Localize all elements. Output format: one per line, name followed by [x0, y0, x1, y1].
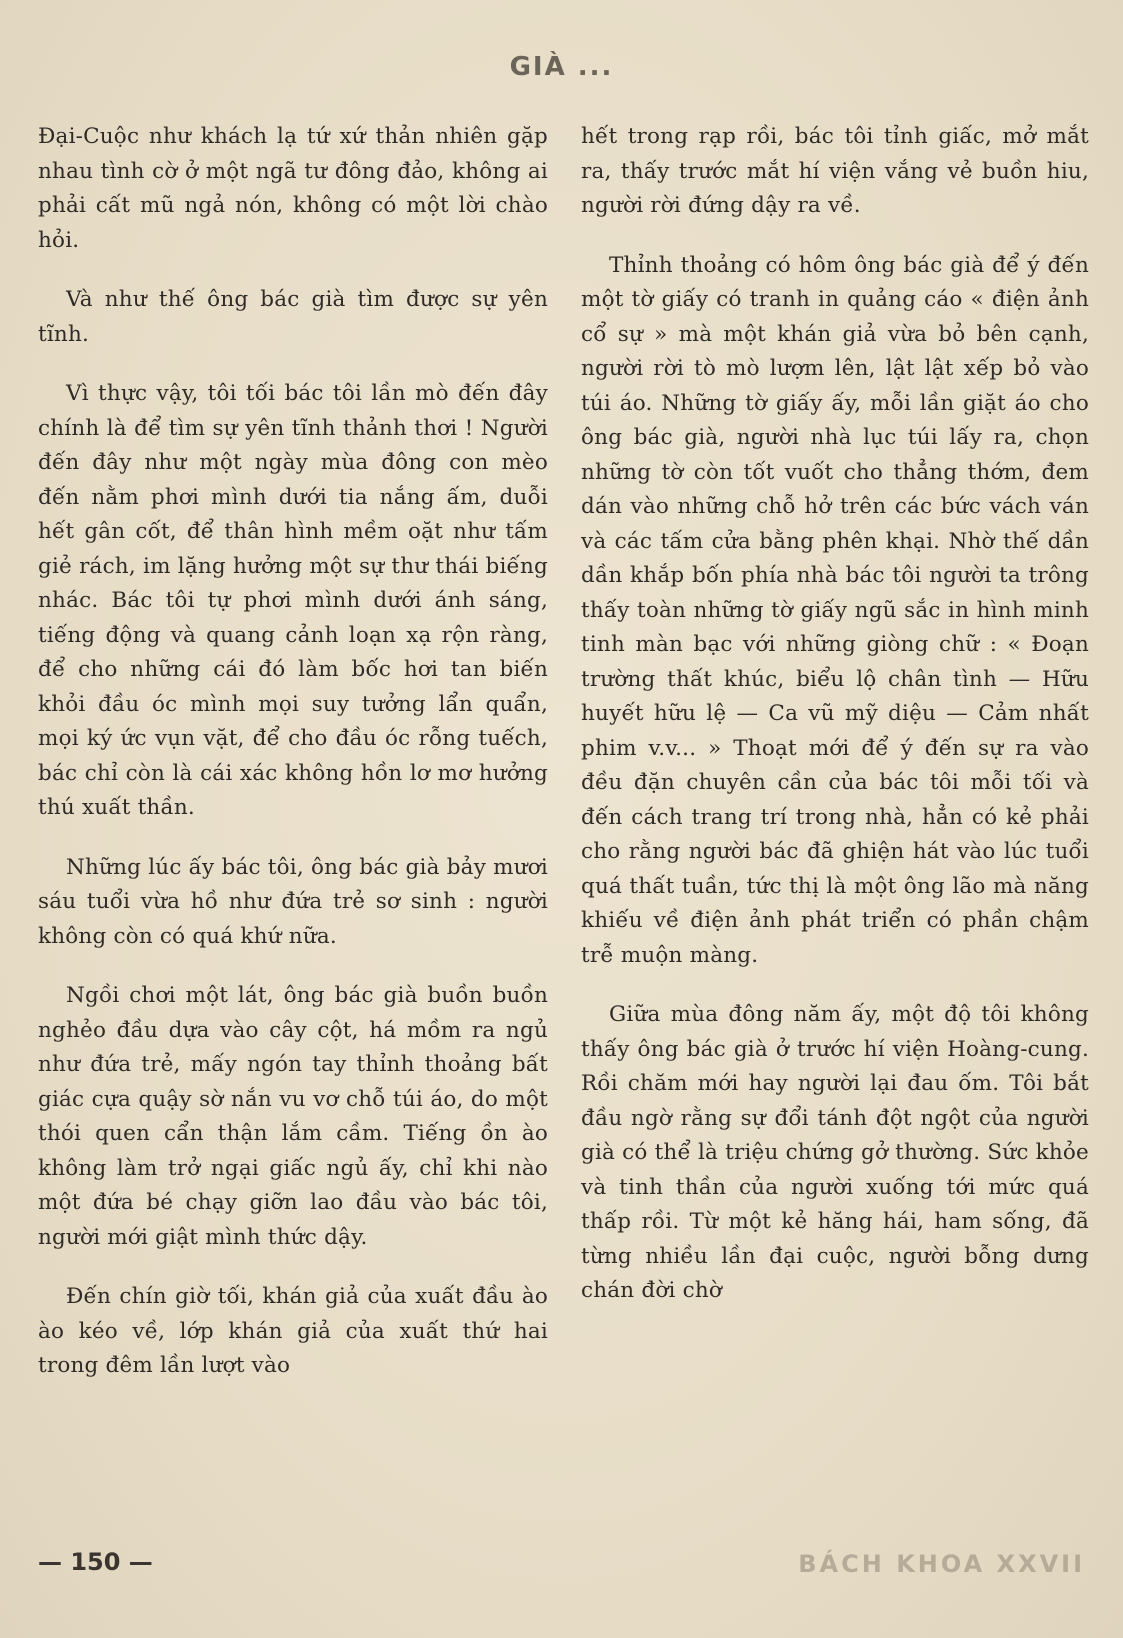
- paragraph: Giữa mùa đông năm ấy, một độ tôi không thấy ông bác già ở trước hí viện Hoàng-cung. Rồi chăm mới hay người lại đau ốm. Tôi bắt đầu ngờ rằng sự đổi tánh đột ngột của người già có thể là triệu chứng gở thường. Sức khỏe và tinh thần của người xuống tới mức quá thấp rồi. Từ một kẻ hăng hái, ham sống, đã từng nhiều lần đại cuộc, người bỗng dưng chán đời chờ: [581, 1002, 1089, 1303]
- paragraph: Những lúc ấy bác tôi, ông bác già bảy mươi sáu tuổi vừa hồ như đứa trẻ sơ sinh : người không còn có quá khứ nữa.: [38, 854, 548, 949]
- paragraph: Ngồi chơi một lát, ông bác già buồn buồn nghẻo đầu dựa vào cây cột, há mồm ra ngủ như đứa trẻ, mấy ngón tay thỉnh thoảng bất giác cựa quậy sờ nắn vu vơ chỗ túi áo, do một thói quen cẩn thận lắm cầm. Tiếng ồn ào không làm trở ngại giấc ngủ ấy, chỉ khi nào một đứa bé chạy giỡn lao đầu vào bác tôi, người mới giật mình thức dậy.: [38, 983, 548, 1250]
- right-column: [581, 120, 1089, 1334]
- paragraph: Thỉnh thoảng có hôm ông bác già để ý đến một tờ giấy có tranh in quảng cáo « điện ảnh cổ sự » mà một khán giả vừa bỏ bên cạnh, người rời tò mò lượm lên, lật lật xếp bỏ vào túi áo. Những tờ giấy ấy, mỗi lần giặt áo cho ông bác già, người nhà lục túi lấy ra, chọn những tờ còn tốt vuốt cho thẳng thớm, đem dán vào những chỗ hở trên các bức vách ván và các tấm cửa bằng phên khại. Nhờ thế dần dần khắp bốn phía nhà bác tôi người ta trông thấy toàn những tờ giấy ngũ sắc in hình minh tinh màn bạc với những giòng chữ : « Đoạn trường thất khúc, biểu lộ chân tình — Hữu huyết hữu lệ — Ca vũ mỹ diệu — Cảm nhất phim v.v... » Thoạt mới để ý đến sự ra vào đều đặn chuyên cần của bác tôi mỗi tối và đến cách trang trí trong nhà, hẳn có kẻ phải cho rằng người bác đã ghiện hát vào lúc tuổi quá thất tuần, tức thị là một ông lão mà năng khiếu về điện ảnh phát triển có phần chậm trễ muộn màng.: [581, 252, 1089, 968]
- running-title: BÁCH KHOA XXVII: [798, 1550, 1085, 1578]
- paragraph: Đến chín giờ tối, khán giả của xuất đầu ào ào kéo về, lớp khán giả của xuất thứ hai trong đêm lần lượt vào: [38, 1284, 548, 1378]
- paragraph: hết trong rạp rồi, bác tôi tỉnh giấc, mở mắt ra, thấy trước mắt hí viện vắng vẻ buồn hiu, người rời đứng dậy ra về.: [581, 124, 1089, 218]
- paragraph: Vì thực vậy, tôi tối bác tôi lần mò đến đây chính là để tìm sự yên tĩnh thảnh thơi ! Người đến đây như một ngày mùa đông con mèo đến nằm phơi mình dưới tia nắng ấm, duỗi hết gân cốt, để thân hình mềm oặt như tấm giẻ rách, im lặng hưởng một sự thư thái biếng nhác. Bác tôi tự phơi mình dưới ánh sáng, tiếng động và quang cảnh loạn xạ rộn ràng, để cho những cái đó làm bốc hơi tan biến khỏi đầu óc mình mọi suy tưởng lẩn quẩn, mọi ký ức vụn vặt, để cho đầu óc rỗng tuếch, bác chỉ còn là cái xác không hồn lơ mơ hưởng thú xuất thần.: [38, 381, 548, 820]
- paragraph: Và như thế ông bác già tìm được sự yên tĩnh.: [38, 287, 548, 347]
- paragraph: Đại-Cuộc như khách lạ tứ xứ thản nhiên gặp nhau tình cờ ở một ngã tư đông đảo, không ai phải cất mũ ngả nón, không có một lời chào hỏi.: [38, 124, 548, 253]
- page-header: GIÀ ...: [509, 52, 614, 82]
- left-column: [38, 120, 548, 1409]
- page-number: — 150 —: [38, 1548, 153, 1576]
